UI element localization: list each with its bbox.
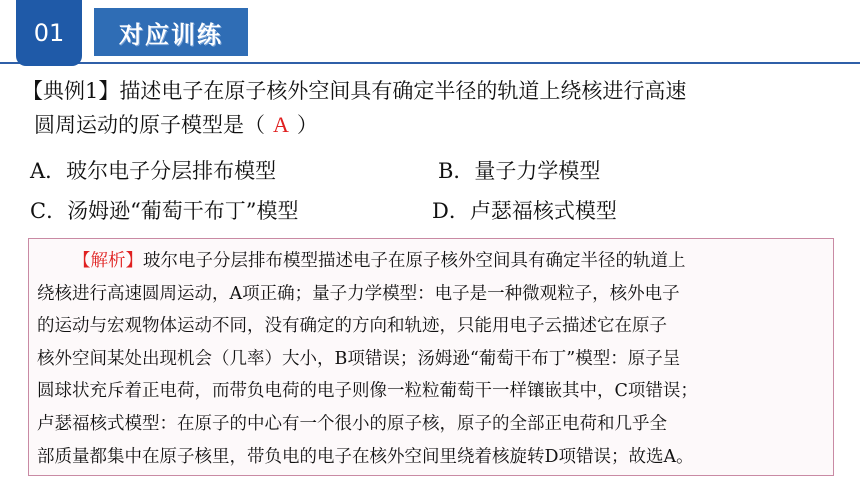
question-line-2 bbox=[22, 108, 842, 142]
section-title: 对应训练 bbox=[94, 8, 248, 56]
section-number-badge: 01 bbox=[16, 0, 82, 66]
explanation-line: 卢瑟福核式模型：在原子的中心有一个很小的原子核，原子的全部正电荷和几乎全 bbox=[37, 413, 667, 434]
explanation-line: 部质量都集中在原子核里，带负电的电子在核外空间里绕着核旋转D项错误；故选A。 bbox=[37, 446, 694, 467]
explanation-line: 核外空间某处出现机会（几率）大小，B项错误；汤姆逊“葡萄干布丁”模型：原子呈 bbox=[37, 348, 681, 369]
option-c: C．汤姆逊“葡萄干布丁”模型 bbox=[30, 199, 299, 223]
header-divider bbox=[0, 62, 860, 64]
option-a: A．玻尔电子分层排布模型 bbox=[30, 159, 277, 183]
explanation-line: 圆球状充斥着正电荷，而带负电荷的电子则像一粒粒葡萄干一样镶嵌其中，C项错误； bbox=[37, 381, 698, 402]
explanation-line: 绕核进行高速圆周运动，A项正确；量子力学模型：电子是一种微观粒子，核外电子 bbox=[37, 283, 680, 304]
explanation-line-text: 玻尔电子分层排布模型描述电子在原子核外空间具有确定半径的轨道上 bbox=[143, 251, 686, 271]
answer-text: A bbox=[273, 112, 289, 137]
question-block bbox=[22, 74, 842, 142]
question-prefix: 【典例1】 bbox=[22, 79, 120, 103]
question-line-1 bbox=[22, 74, 842, 108]
option-b: B．量子力学模型 bbox=[438, 159, 601, 183]
question-stem-1: 描述电子在原子核外空间具有确定半径的轨道上绕核进行高速 bbox=[119, 79, 687, 103]
explanation-text bbox=[37, 245, 833, 473]
explanation-line: 的运动与宏观物体运动不同，没有确定的方向和轨迹，只能用电子云描述它在原子 bbox=[37, 316, 667, 337]
question-stem-close: ） bbox=[296, 113, 318, 137]
explanation-tag: 【解析】 bbox=[73, 251, 143, 271]
question-stem-2: 圆周运动的原子模型是（ bbox=[34, 113, 265, 137]
explanation-box bbox=[28, 238, 834, 476]
explanation-line bbox=[37, 245, 833, 278]
option-d: D．卢瑟福核式模型 bbox=[432, 199, 617, 223]
